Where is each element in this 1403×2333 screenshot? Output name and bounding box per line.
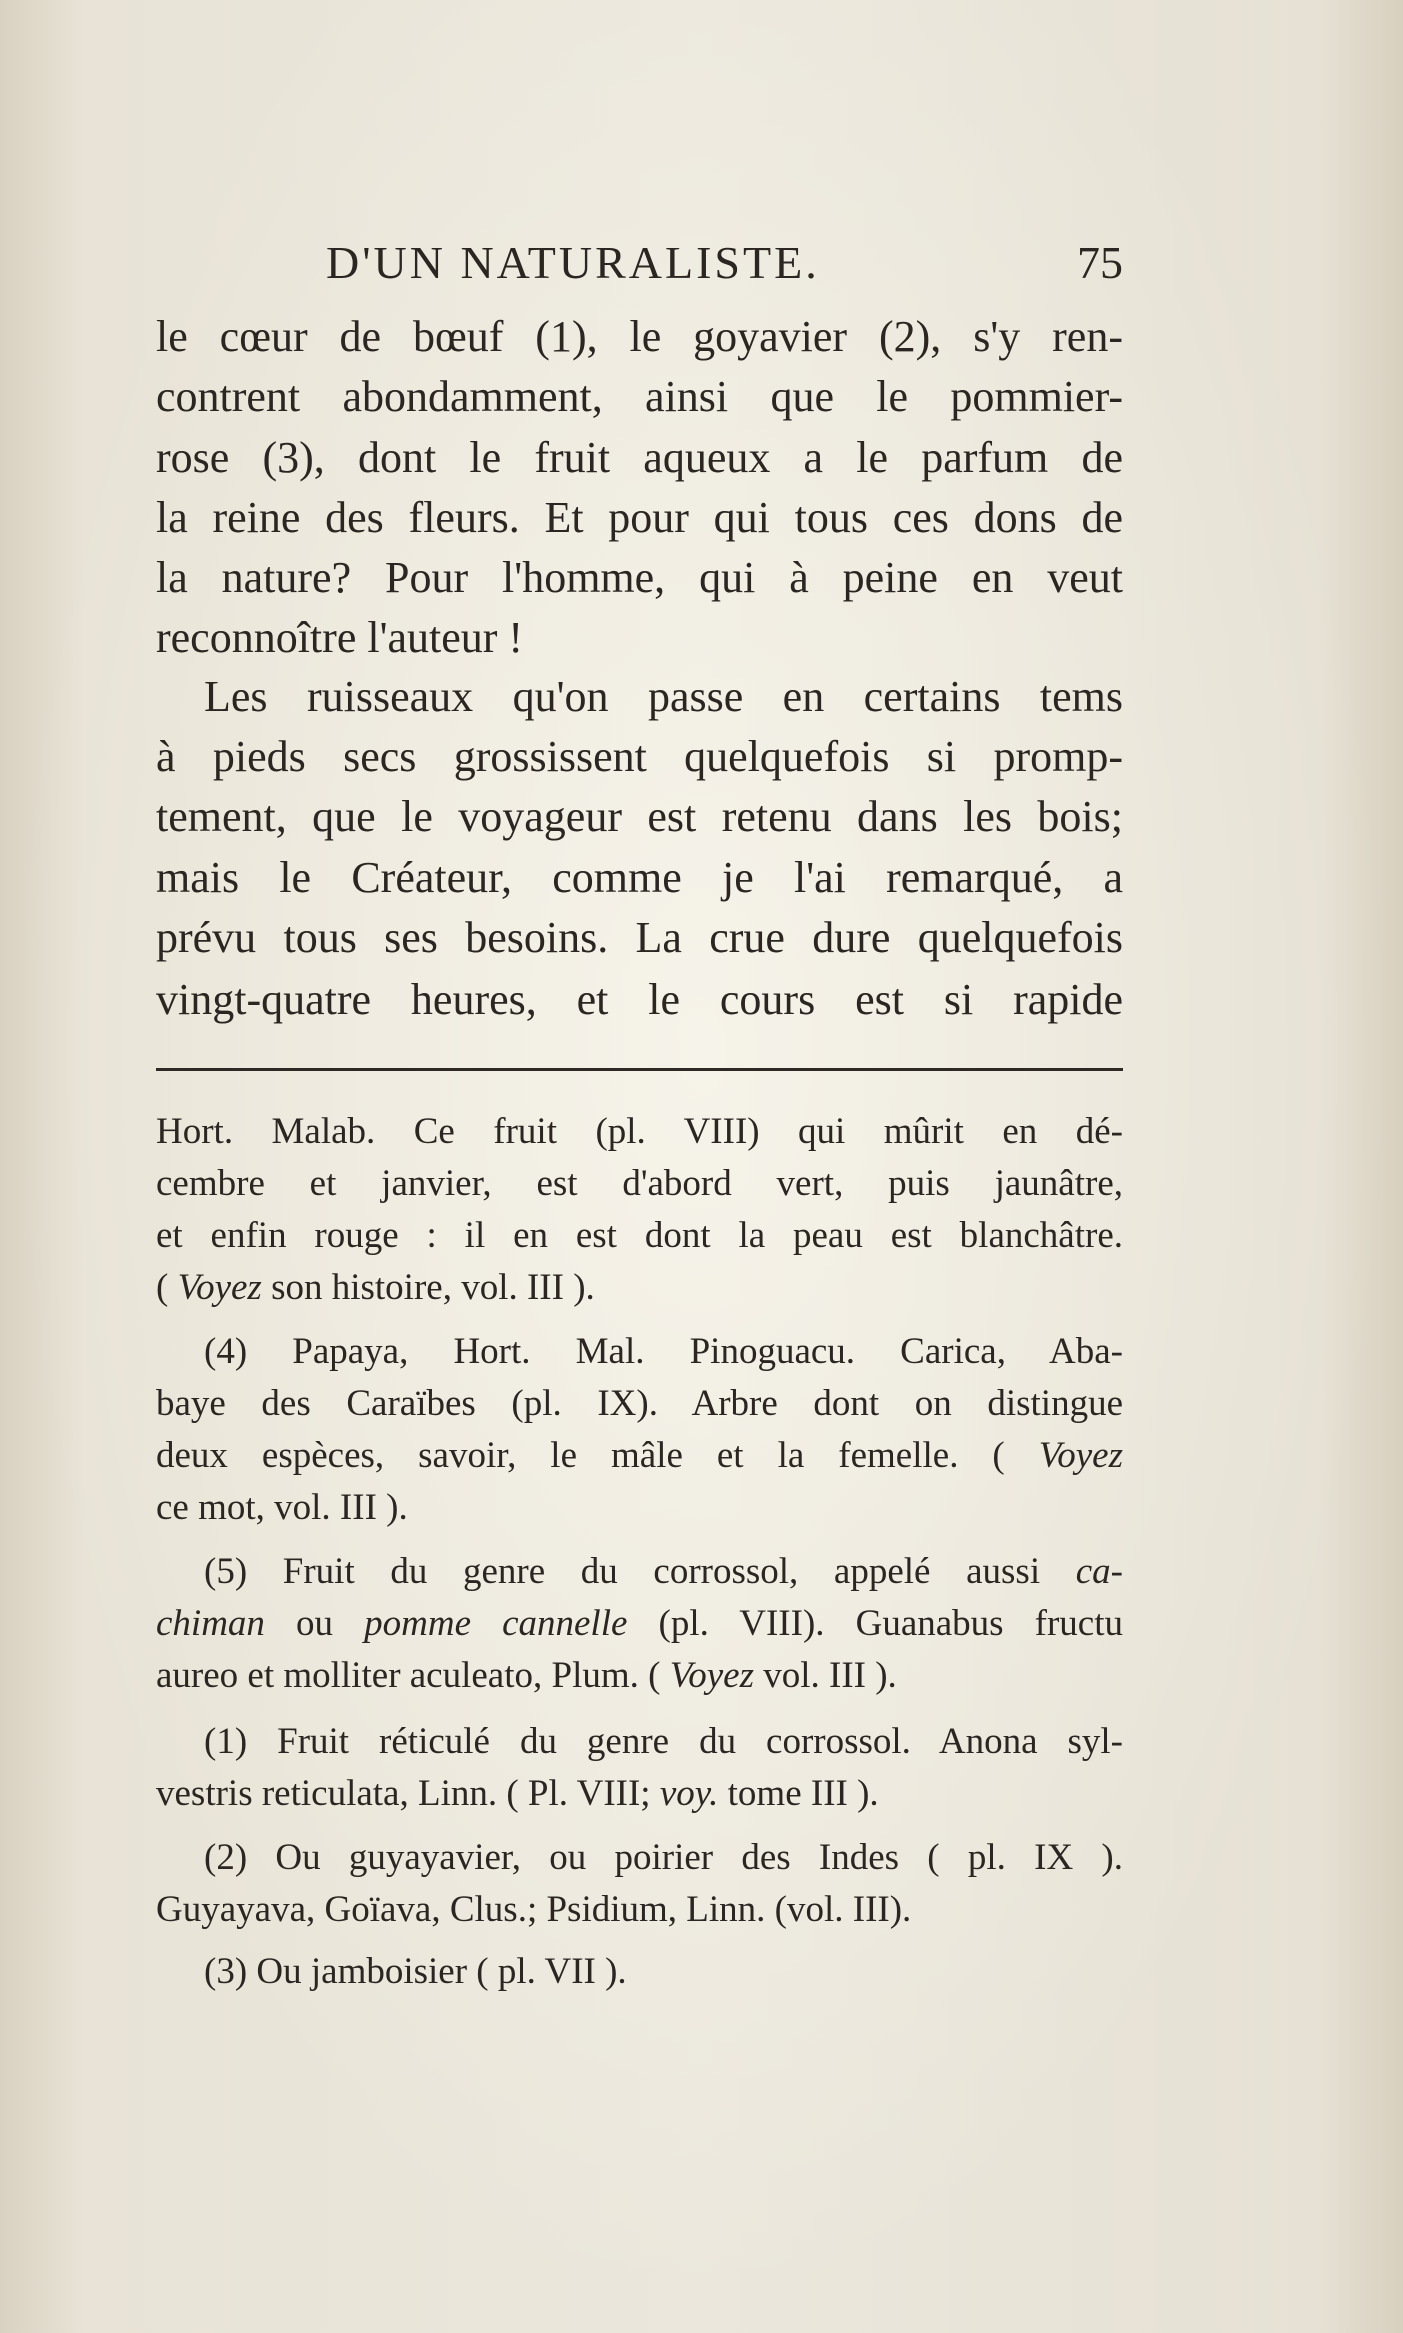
text-segment: (5) Fruit du genre du corrossol, appelé aussi (204, 1551, 1076, 1592)
footnote-rule (156, 1068, 1123, 1071)
footnote-line: et enfin rouge : il en est dont la peau est blanchâtre. (156, 1215, 1123, 1256)
body-line: mais le Créateur, comme je l'ai remarqué, a (156, 853, 1123, 902)
body-line: la reine des fleurs. Et pour qui tous ces dons de (156, 493, 1123, 542)
running-title: D'UN NATURALISTE. (326, 237, 820, 288)
footnote-line (156, 1772, 1123, 1816)
page-number: 75 (1077, 237, 1123, 288)
text-segment: aureo et molliter aculeato, Plum. ( (156, 1655, 670, 1696)
text-segment: deux espèces, savoir, le mâle et la femelle. ( (156, 1435, 1039, 1476)
footnote-line: Guyayava, Goïava, Clus.; Psidium, Linn. (vol. III). (156, 1889, 912, 1930)
body-line: contrent abondamment, ainsi que le pommier- (156, 372, 1123, 421)
footnote-line: baye des Caraïbes (pl. IX). Arbre dont on distingue (156, 1383, 1123, 1424)
italic-text: chiman (156, 1603, 265, 1644)
body-line: prévu tous ses besoins. La crue dure quelquefois (156, 913, 1123, 962)
footnote-line (156, 1266, 1123, 1310)
footnote-line: Hort. Malab. Ce fruit (pl. VIII) qui mûrit en dé- (156, 1111, 1123, 1152)
text-segment: son histoire, vol. III ). (261, 1267, 595, 1308)
page-header (156, 236, 1123, 296)
body-line: vingt-quatre heures, et le cours est si rapide (156, 975, 1123, 1024)
footnote-line: (4) Papaya, Hort. Mal. Pinoguacu. Carica, Aba- (204, 1331, 1123, 1372)
italic-text: Voyez (1038, 1435, 1123, 1476)
footnote-line (156, 1654, 1123, 1698)
body-line: reconnoître l'auteur ! (156, 613, 524, 662)
footnote-line: (3) Ou jamboisier ( pl. VII ). (204, 1951, 627, 1992)
italic-text: Voyez (669, 1655, 754, 1696)
italic-text: Voyez (177, 1267, 262, 1308)
footnote-line: (2) Ou guyayavier, ou poirier des Indes ( pl. IX ). (204, 1837, 1123, 1878)
text-segment: vestris reticulata, Linn. ( Pl. VIII; (156, 1773, 660, 1814)
italic-text: pomme cannelle (364, 1603, 628, 1644)
footnote-line (156, 1550, 1123, 1594)
body-line: le cœur de bœuf (1), le goyavier (2), s'y ren- (156, 312, 1123, 361)
footnote-line (156, 1602, 1123, 1646)
footnote-line: ce mot, vol. III ). (156, 1487, 408, 1528)
body-line: Les ruisseaux qu'on passe en certains tems (204, 672, 1123, 721)
footnote-line (156, 1434, 1123, 1478)
body-line: à pieds secs grossissent quelquefois si promp- (156, 732, 1123, 781)
text-segment: (pl. VIII). Guanabus fructu (627, 1603, 1124, 1644)
text-segment: ( (156, 1267, 178, 1308)
body-line: la nature? Pour l'homme, qui à peine en veut (156, 553, 1123, 602)
italic-text: voy. (659, 1773, 719, 1814)
text-segment: tome III ). (718, 1773, 879, 1814)
text-segment: vol. III ). (753, 1655, 897, 1696)
italic-text: ca- (1075, 1551, 1123, 1592)
footnote-line: cembre et janvier, est d'abord vert, puis jaunâtre, (156, 1163, 1123, 1204)
footnote-line: (1) Fruit réticulé du genre du corrossol. Anona syl- (204, 1721, 1123, 1762)
body-line: tement, que le voyageur est retenu dans les bois; (156, 792, 1123, 841)
text-segment: ou (264, 1603, 365, 1644)
body-line: rose (3), dont le fruit aqueux a le parfum de (156, 433, 1123, 482)
